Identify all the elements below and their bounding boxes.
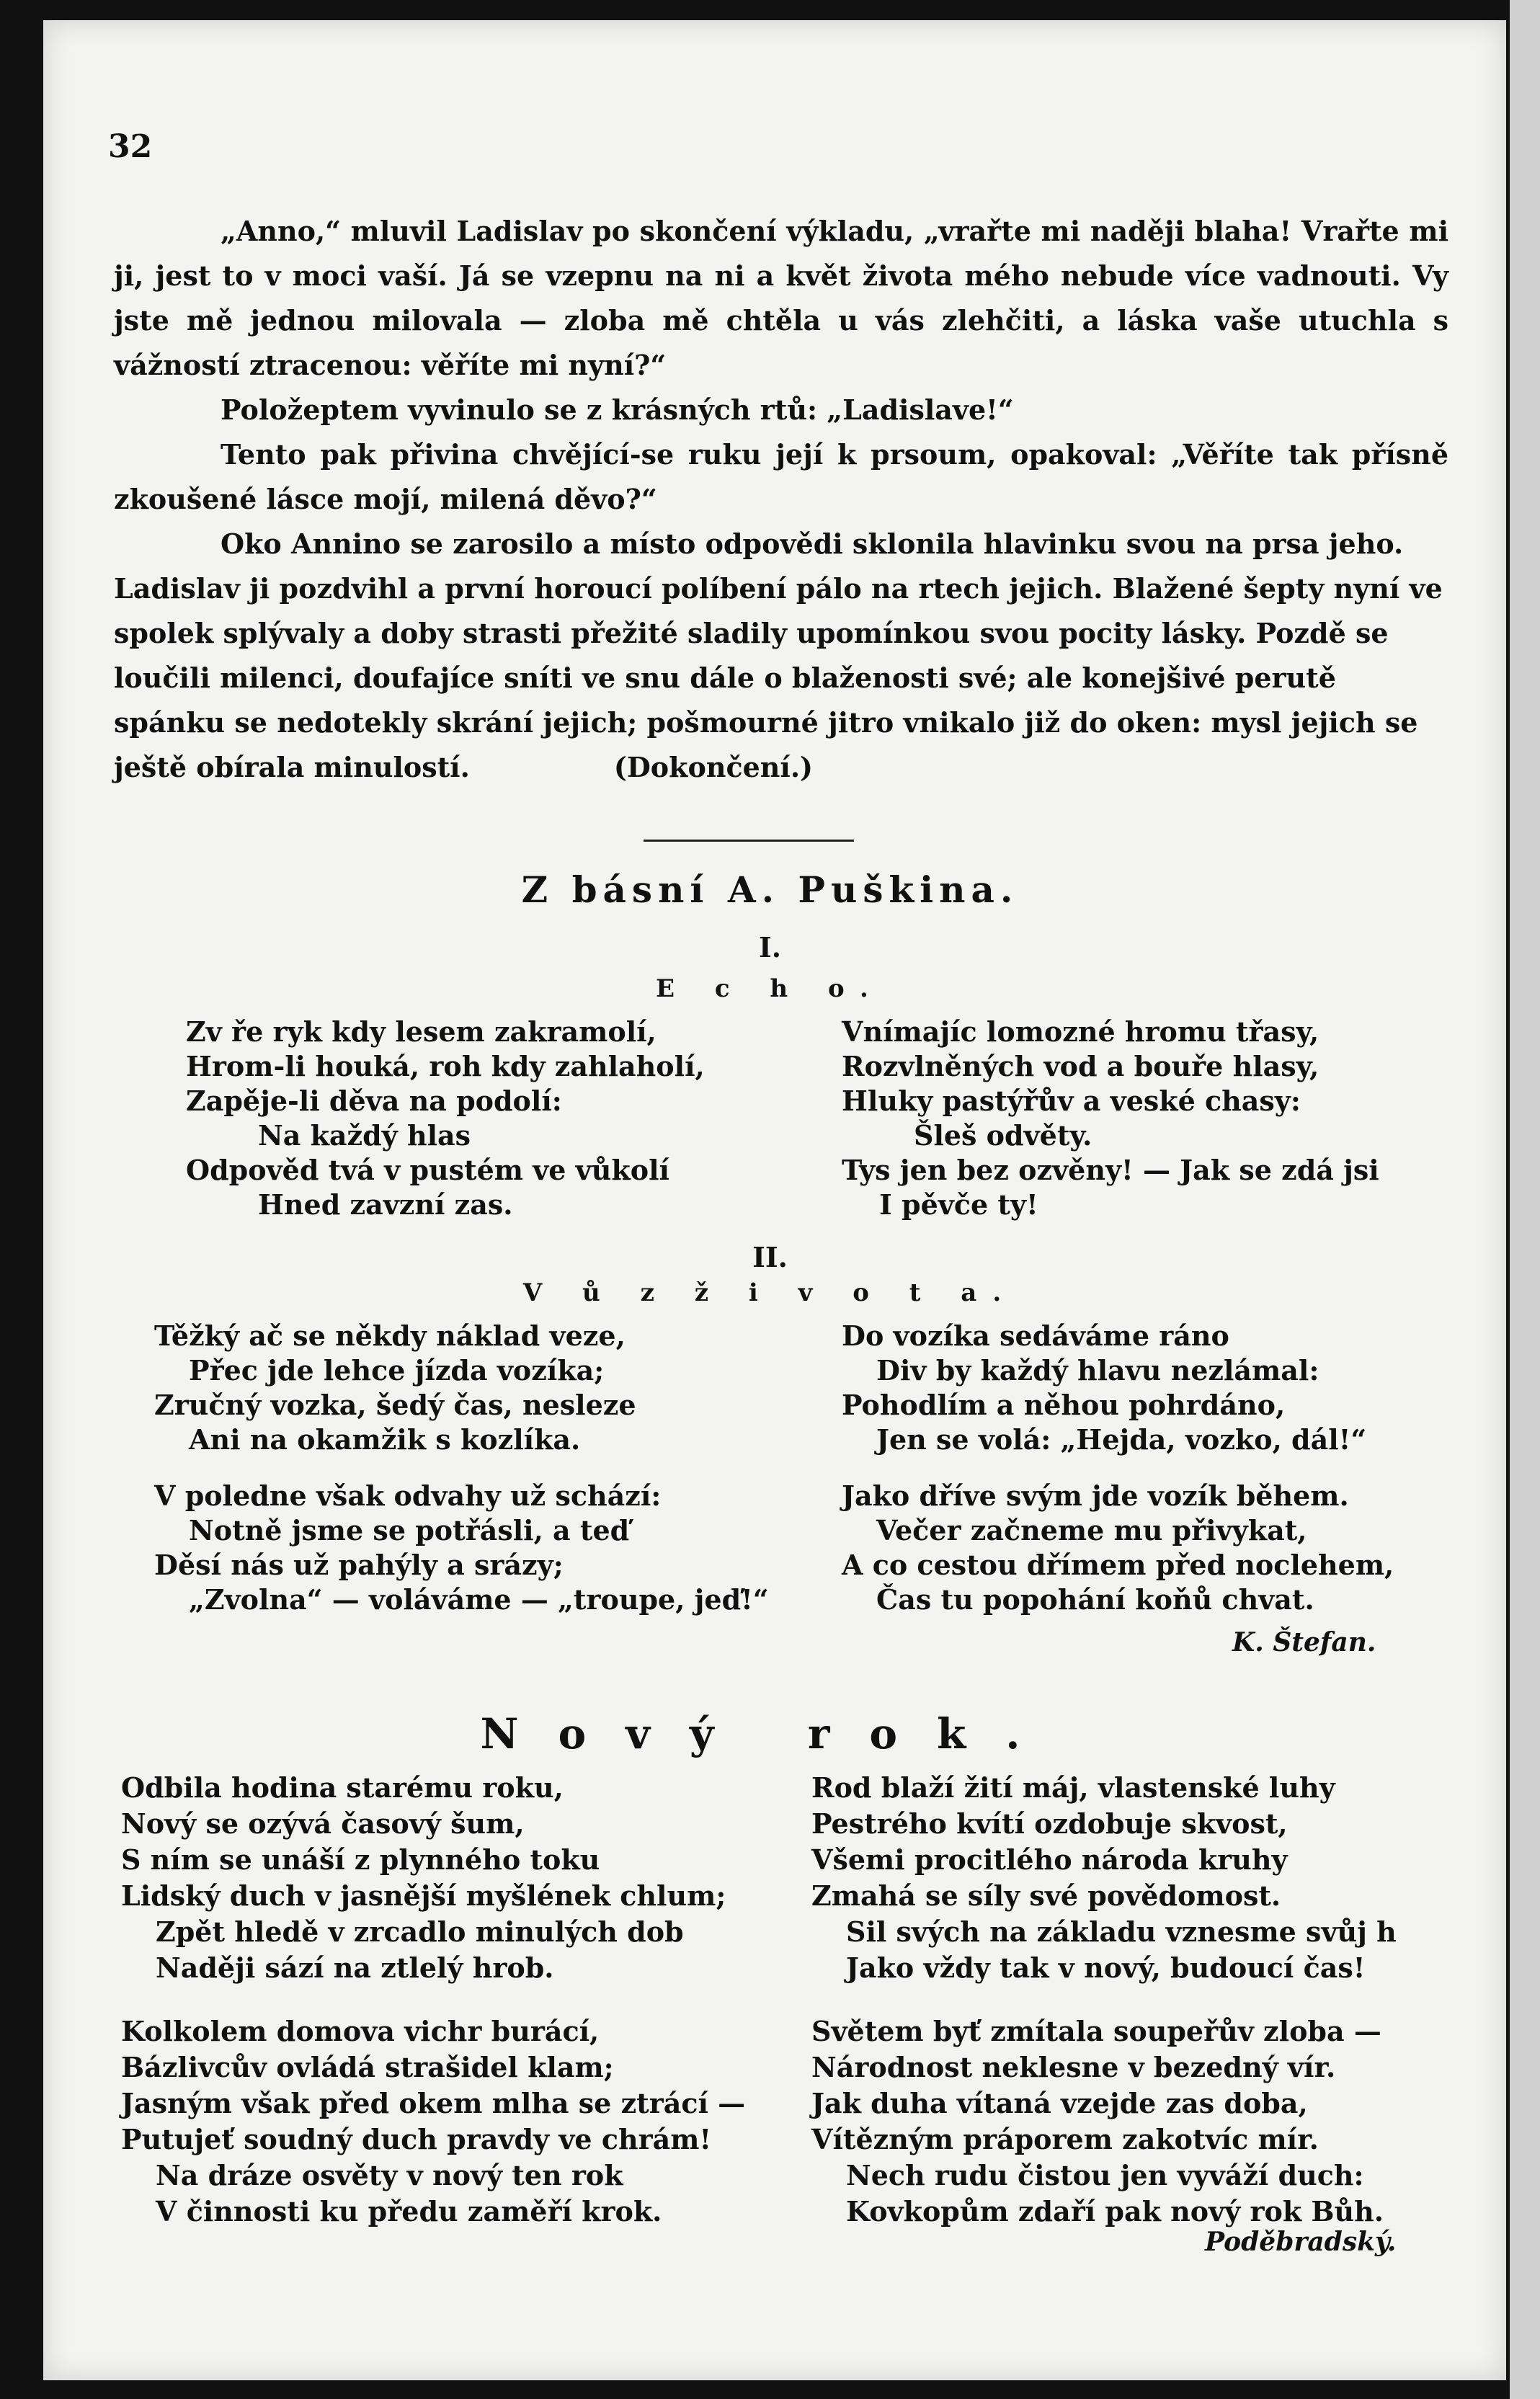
poem-title-echo: E c h o. xyxy=(656,974,884,1003)
continuation-note: (Dokončení.) xyxy=(613,751,814,783)
page-number: 32 xyxy=(108,128,153,165)
vuz-right-stanza-2 xyxy=(842,1479,1394,1617)
paragraph xyxy=(114,522,1448,790)
section-heading-novy-rok: Nový rok. xyxy=(480,1709,1060,1758)
novy-rok-right-stanza-2 xyxy=(811,2013,1384,2230)
verse-line: Všemi procitlého národa kruhy xyxy=(811,1843,1288,1876)
verse-line: Zapěje-li děva na podolí: xyxy=(186,1085,562,1117)
verse-line: Těžký ač se někdy náklad veze, xyxy=(154,1319,626,1352)
verse-line: Hrom-li houká, roh kdy zahlaholí, xyxy=(186,1050,705,1082)
poem-title-vuz-zivota: V ů z ž i v o t a. xyxy=(522,1278,1018,1307)
signature-podebradsky: Poděbradský. xyxy=(1205,2227,1397,2257)
verse-line: Putujeť soudný duch pravdy ve chrám! xyxy=(121,2123,712,2155)
verse-line: Jasným však před okem mlha se ztrácí — xyxy=(121,2087,746,2119)
verse-line: V činnosti ku předu zaměří krok. xyxy=(156,2195,662,2227)
verse-line: Notně jsme se potřásli, a teď xyxy=(189,1514,630,1546)
verse-line: Ani na okamžik s kozlíka. xyxy=(189,1423,581,1456)
verse-line: Děsí nás už pahýly a srázy; xyxy=(154,1549,564,1581)
signature-stefan: K. Štefan. xyxy=(1232,1627,1376,1657)
verse-line: Hned zavzní zas. xyxy=(258,1188,513,1221)
verse-line: Hluky pastýřův a veské chasy: xyxy=(842,1085,1301,1117)
verse-line: Na dráze osvěty v nový ten rok xyxy=(156,2159,623,2191)
verse-line: Div by každý hlavu nezlámal: xyxy=(876,1354,1319,1387)
verse-line: Zv ře ryk kdy lesem zakramolí, xyxy=(186,1015,656,1048)
echo-right-stanza xyxy=(842,1015,1379,1222)
verse-line: Sil svých na základu vznesme svůj h xyxy=(846,1915,1397,1948)
verse-line: Pestrého kvítí ozdobuje skvost, xyxy=(811,1807,1288,1840)
verse-line: S ním se unáší z plynného toku xyxy=(121,1843,600,1876)
story-conclusion xyxy=(114,209,1448,790)
verse-line: Večer začneme mu přivykat, xyxy=(876,1514,1307,1546)
paragraph: „Anno,“ mluvil Ladislav po skončení výkladu, „vrařte mi naději blaha! Vrařte mi ji, jest to v moci vaší. Já se vzepnu na ni a květ života mého nebude více vadnouti. Vy jste mě jednou milovala — zloba mě chtěla u vás zlehčiti, a láska vaše utuchla s vážností ztracenou: věříte mi nyní?“ xyxy=(114,215,1448,381)
vuz-right-stanza-1 xyxy=(842,1319,1366,1457)
verse-line: V poledne však odvahy už schází: xyxy=(154,1479,662,1512)
verse-line: Rod blaží žití máj, vlastenské luhy xyxy=(811,1771,1335,1804)
section-heading-puskin: Z básní A. Puškina. xyxy=(521,868,1019,911)
part-numeral: I. xyxy=(758,931,781,963)
verse-line: Bázlivcův ovládá strašidel klam; xyxy=(121,2051,614,2083)
verse-line: Jako vždy tak v nový, budoucí čas! xyxy=(846,1951,1366,1984)
paragraph: Položeptem vyvinulo se z krásných rtů: „Ladislave!“ xyxy=(221,393,1014,426)
vuz-left-stanza-1 xyxy=(154,1319,636,1457)
part-numeral: II. xyxy=(752,1241,788,1273)
verse-line: Zmahá se síly své povědomost. xyxy=(811,1879,1281,1912)
verse-line: Vnímajíc lomozné hromu třasy, xyxy=(842,1015,1319,1048)
verse-line: Kolkolem domova vichr burácí, xyxy=(121,2015,600,2047)
verse-line: Tys jen bez ozvěny! — Jak se zdá jsi xyxy=(842,1154,1379,1186)
verse-line: Světem byť zmítala soupeřův zloba — xyxy=(811,2015,1381,2047)
verse-line: „Zvolna“ — voláváme — „troupe, jeď!“ xyxy=(189,1583,769,1616)
verse-line: A co cestou dřímem před noclehem, xyxy=(842,1549,1394,1581)
novy-rok-right-stanza-1 xyxy=(811,1770,1397,1986)
verse-line: Lidský duch v jasnější myšlének chlum; xyxy=(121,1879,726,1912)
verse-line: Naději sází na ztlelý hrob. xyxy=(156,1951,554,1984)
verse-line: Šleš odvěty. xyxy=(914,1119,1092,1152)
paragraph: Tento pak přivina chvějící-se ruku její k prsoum, opakoval: „Věříte tak přísně zkoušené lásce mojí, milená děvo?“ xyxy=(114,438,1448,515)
verse-line: Zpět hledě v zrcadlo minulých dob xyxy=(156,1915,684,1948)
verse-line: I pěvče ty! xyxy=(879,1188,1038,1221)
verse-line: Pohodlím a něhou pohrdáno, xyxy=(842,1389,1286,1421)
verse-line: Čas tu popohání koňů chvat. xyxy=(876,1583,1314,1616)
verse-line: Nech rudu čistou jen vyváží duch: xyxy=(846,2159,1364,2191)
verse-line: Zručný vozka, šedý čas, nesleze xyxy=(154,1389,636,1421)
page-edge xyxy=(1510,0,1540,2399)
verse-line: Nový se ozývá časový šum, xyxy=(121,1807,525,1840)
echo-left-stanza xyxy=(186,1015,705,1222)
paragraph-text: Oko Annino se zarosilo a místo odpovědi sklonila hlavinku svou na prsa jeho. Ladislav ji pozdvihl a první horoucí políbení pálo na rtech jejich. Blažené šepty nyní ve spolek splývaly a doby strasti přežité sladily upomínkou svou pocity lásky. Pozdě se loučili milenci, doufajíce sníti ve snu dále o blaženosti své; ale konejšivé perutě spánku se nedotekly skrání jejich; pošmourné jitro vnikalo již do oken: mysl jejich se ještě obírala minulostí. xyxy=(114,528,1443,783)
vuz-left-stanza-2 xyxy=(154,1479,769,1617)
verse-line: Národnost neklesne v bezedný vír. xyxy=(811,2051,1336,2083)
novy-rok-left-stanza-2 xyxy=(121,2013,745,2230)
verse-line: Na každý hlas xyxy=(258,1119,471,1152)
verse-line: Kovkopům zdaří pak nový rok Bůh. xyxy=(846,2195,1384,2227)
novy-rok-left-stanza-1 xyxy=(121,1770,726,1986)
verse-line: Jen se volá: „Hejda, vozko, dál!“ xyxy=(876,1423,1367,1456)
verse-line: Přec jde lehce jízda vozíka; xyxy=(189,1354,605,1387)
verse-line: Odpověd tvá v pustém ve vůkolí xyxy=(186,1154,669,1186)
verse-line: Rozvlněných vod a bouře hlasy, xyxy=(842,1050,1319,1082)
verse-line: Jako dříve svým jde vozík během. xyxy=(842,1479,1349,1512)
verse-line: Jak duha vítaná vzejde zas doba, xyxy=(811,2087,1308,2119)
section-divider xyxy=(644,840,854,842)
verse-line: Odbila hodina starému roku, xyxy=(121,1771,564,1804)
verse-line: Do vozíka sedáváme ráno xyxy=(842,1319,1229,1352)
verse-line: Vítězným práporem zakotvíc mír. xyxy=(811,2123,1319,2155)
